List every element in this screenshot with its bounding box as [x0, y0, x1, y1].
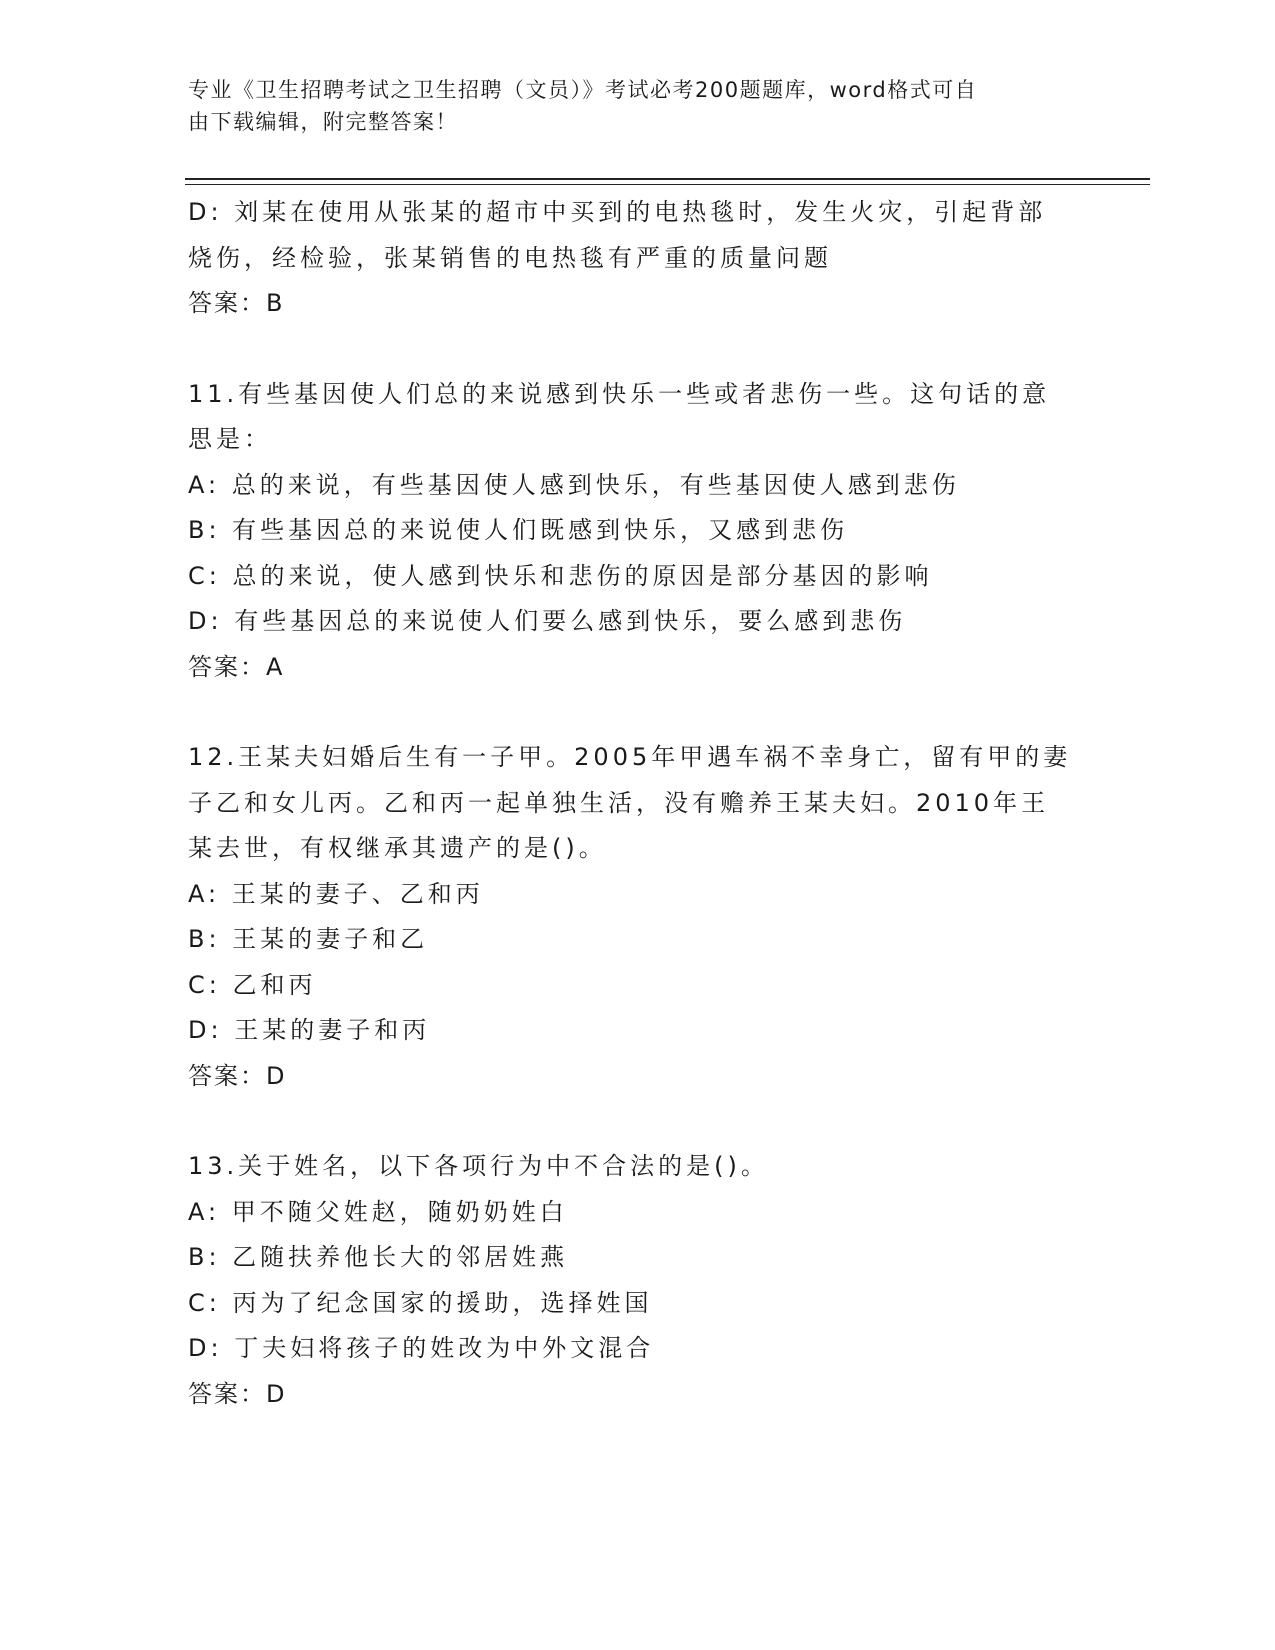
- option-b: B: 王某的妻子和乙: [188, 925, 429, 953]
- question-stem-line: 思是：: [188, 425, 272, 453]
- option-c: C: 总的来说，使人感到快乐和悲伤的原因是部分基因的影响: [188, 561, 933, 590]
- question-12: [188, 735, 1088, 1099]
- header-line-1: 专业《卫生招聘考试之卫生招聘（文员）》考试必考200题题库，word格式可自: [188, 78, 978, 102]
- spacer: [188, 1099, 1088, 1144]
- header-rule-thick: [185, 178, 1150, 180]
- option-a: A: 总的来说，有些基因使人感到快乐，有些基因使人感到悲伤: [188, 470, 960, 499]
- question-11: [188, 372, 1088, 691]
- header-line-2: 由下载编辑，附完整答案！: [188, 110, 458, 134]
- option-b: B: 乙随扶养他长大的邻居姓燕: [188, 1243, 569, 1271]
- option-d-line-1: D: 刘某在使用从张某的超市中买到的电热毯时，发生火灾，引起背部: [188, 198, 1047, 226]
- spacer: [188, 327, 1088, 372]
- answer-line: 答案：D: [188, 1061, 287, 1090]
- option-d: D: 有些基因总的来说使人们要么感到快乐，要么感到悲伤: [188, 607, 907, 635]
- answer-line: 答案：D: [188, 1379, 287, 1408]
- option-a: A: 王某的妻子、乙和丙: [188, 879, 484, 908]
- spacer: [188, 690, 1088, 735]
- option-c: C: 乙和丙: [188, 970, 317, 999]
- option-c: C: 丙为了纪念国家的援助，选择姓国: [188, 1288, 653, 1317]
- answer-line: 答案：B: [188, 289, 285, 317]
- question-stem-line: 11.有些基因使人们总的来说感到快乐一些或者悲伤一些。这句话的意: [188, 379, 1051, 408]
- option-d: D: 王某的妻子和丙: [188, 1016, 431, 1044]
- header-rule-thin: [185, 184, 1150, 185]
- document-body: [188, 190, 1088, 1417]
- option-d-line-2: 烧伤，经检验，张某销售的电热毯有严重的质量问题: [188, 243, 832, 272]
- question-stem-line: 某去世，有权继承其遗产的是()。: [188, 834, 607, 862]
- option-d: D: 丁夫妇将孩子的姓改为中外文混合: [188, 1334, 655, 1362]
- question-stem-line: 子乙和女儿丙。乙和丙一起单独生活，没有赡养王某夫妇。2010年王: [188, 788, 1050, 817]
- page-header: [188, 74, 1088, 138]
- answer-line: 答案：A: [188, 652, 285, 681]
- question-stem-line: 13.关于姓名，以下各项行为中不合法的是()。: [188, 1152, 769, 1180]
- continued-question: [188, 190, 1088, 327]
- option-a: A: 甲不随父姓赵，随奶奶姓白: [188, 1197, 568, 1226]
- question-stem-line: 12.王某夫妇婚后生有一子甲。2005年甲遇车祸不幸身亡，留有甲的妻: [188, 743, 1072, 771]
- question-13: [188, 1144, 1088, 1417]
- option-b: B: 有些基因总的来说使人们既感到快乐，又感到悲伤: [188, 516, 849, 544]
